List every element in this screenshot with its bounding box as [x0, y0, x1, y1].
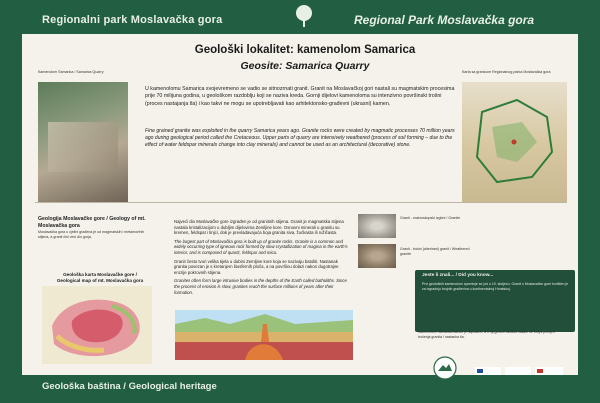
geological-map-heading: Geološka karta Moslavačke gore / Geological map of mt. Moslavačka gora: [56, 272, 144, 283]
photo-right-caption: Karta sa granicom Regionalnog parka Moslavačka gora: [462, 70, 551, 74]
batholith-text-hr: Granit često tvori velika tijela u dubini Zemljine kore koja se nazivaju batoliti. Nastanak granita povezan je s kretanjem litosfernih ploča, a na površinu dolazi nakon dugotrajne erozije pokrovnih stijena.: [174, 258, 339, 275]
did-you-know-heading: Jeste li znali... / Did you know...: [422, 273, 494, 278]
batholith-text-en: Granites often form large intrusive bodies in the depths of the Earth called batholiths. Since the process of erosion is slow, granites reach the surface millions of years after their formation.: [174, 278, 347, 295]
header-right-title: Regional Park Moslavačka gora: [354, 13, 535, 27]
granite-rock-photo: [358, 214, 396, 238]
park-seal-logo: [433, 356, 457, 380]
granite-rock-caption: Granit - makroskopski izgled / Granite: [400, 216, 461, 220]
park-boundary-icon: [462, 82, 567, 202]
tree-icon: [291, 3, 317, 29]
did-you-know-text-2: Kamenolom Samarica danas je napušten, a u njegovom okolišu nalaze se brojni primjeri trošenja granita i nastanka tla.: [418, 330, 555, 339]
geological-map: [42, 286, 152, 364]
geology-heading: Geologija Moslavačke gore / Geology of mt. Moslavačka gora: [38, 216, 146, 229]
header-left-title: Regionalni park Moslavačka gora: [42, 14, 223, 26]
geological-cross-section: [175, 310, 353, 360]
geology-text: Moslavačka gora u cjelini građena je od magmatskih i metamorfnih stijena, a granit čini veći dio gorja.: [38, 230, 145, 239]
footer-label: Geološka baština / Geological heritage: [42, 381, 217, 392]
intro-text-en: Fine grained granite was exploited in the quarry Samarica years ago. Granite rocks were created by magmatic processes 70 million years ago during geological period called the Cretaceous. Upper parts of quarry are intensively weathered (process of soil forming – due to the effect of water feldspar minerals change into clay minerals) and cannot be used as an architectural (decorative) stone.: [145, 128, 455, 148]
photo-left-caption: Kamenolom Samarica / Samarica Quarry: [38, 70, 104, 74]
weathered-granite-caption: Granit - trošni (alterirani) granit / Weathered granite: [400, 247, 470, 256]
park-map-image: [462, 82, 567, 202]
did-you-know-text: Prvi geoloških kamenolom spominje se još u 19. stoljeću. Granit s Moslavačke gore korišten je za izgradnju brojnih građevina u kontinentalnoj Hrvatskoj.: [422, 282, 569, 291]
sponsor-logos: [475, 363, 565, 373]
section-divider: [35, 202, 567, 203]
granite-text-en: The largest part of Moslavačka gora is built up of granite rocks. Granite is a common and widely occurring type of igneous rock formed by slow crystallization of magma in the earth's interior, and is composed of quartz, feldspar and mica.: [174, 238, 348, 255]
quarry-photo: [38, 82, 128, 202]
page-title: Geološki lokalitet: kamenolom Samarica: [194, 44, 416, 56]
weathered-granite-photo: [358, 244, 396, 268]
granite-text-hr: Najveći dio Moslavačke gore izgrađen je od granitnih stijena. Granit je magmatska stijena nastala kristalizacijom u dubljim dijelovima Zemljine kore. Osnovni minerali u granitu su kremen, feldspat i tinjci, dok je prevladavajuća boja granita siva, žućkasta ili ružičasta.: [174, 219, 344, 236]
granite-text-column: [174, 219, 352, 295]
page-subtitle: Geosite: Samarica Quarry: [240, 60, 370, 72]
intro-text-hr: U kamenolomu Samarica svojevremeno se vadio se sitnozrnati granit. Granit na Moslavačkoj gori nastali su magmatskim procesima prije 70 milijuna godina, u geološkom razdoblju koji se naziva kreda. Gornji dijelovi kamenoloma su intenzivno površinski trošni (proces nastajanja tla) i kao takvi ne mogu se upotrebljavati kao arhitektonsko-građevni (ukrasni) kamen.: [145, 86, 455, 107]
did-you-know-box: [415, 270, 575, 332]
